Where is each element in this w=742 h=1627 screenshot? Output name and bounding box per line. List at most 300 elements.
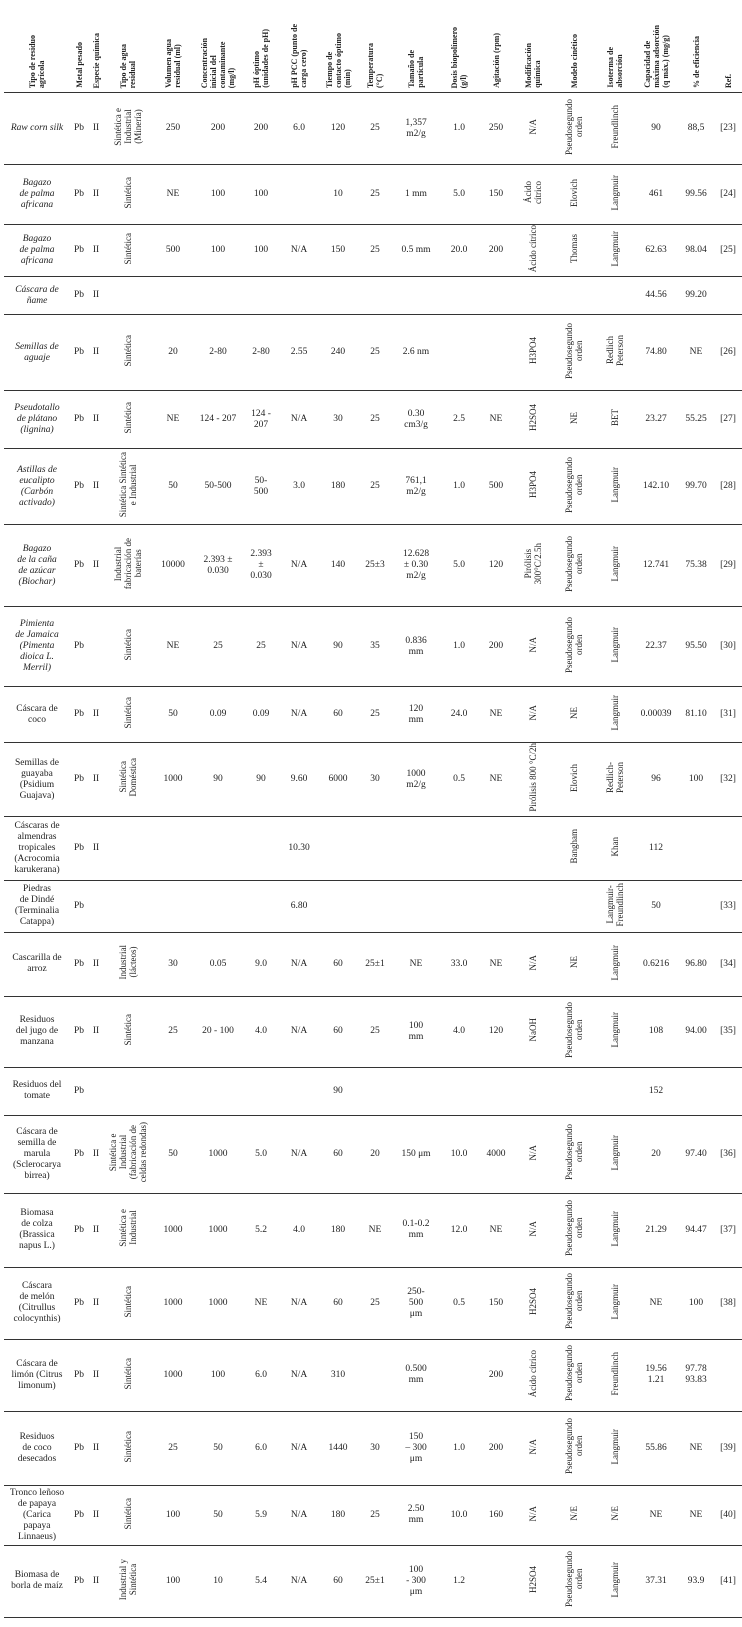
cell-mq (514, 277, 552, 315)
cell-text: Bangham (569, 829, 579, 864)
table-row (4, 391, 742, 449)
cell-ti: 150 (318, 225, 358, 277)
cell-t (104, 391, 152, 449)
cell-te: 25 (358, 93, 392, 165)
cell-ef (678, 1067, 714, 1115)
cell-mc (552, 93, 596, 165)
cell-text: H3PO4 (528, 471, 538, 499)
cell-q: 12.741 (634, 525, 678, 607)
cell-ti: 240 (318, 315, 358, 391)
cell-text: Pseudosegundo orden (564, 616, 584, 673)
cell-mc (552, 165, 596, 225)
cell-c (194, 880, 242, 932)
cell-ref: [30] (714, 607, 742, 687)
table-row (4, 93, 742, 165)
cell-ph: 6.0 (242, 1339, 280, 1411)
cell-a: 120 (478, 996, 514, 1067)
cell-d: 1.2 (440, 1545, 478, 1617)
cell-mq (514, 525, 552, 607)
cell-text: Langmuir (610, 1210, 620, 1247)
cell-q: 461 (634, 165, 678, 225)
cell-pcc: N/A (280, 525, 318, 607)
cell-e: II (88, 1339, 104, 1411)
header-cell: Tipo de agua residual (104, 0, 152, 93)
cell-q: 0.00039 (634, 687, 678, 743)
cell-is (596, 1193, 634, 1267)
cell-ph: 25 (242, 607, 280, 687)
cell-text: Sintética (123, 334, 133, 367)
cell-te: 20 (358, 1115, 392, 1193)
cell-q: 96 (634, 743, 678, 817)
cell-ph (242, 277, 280, 315)
cell-q: 90 (634, 93, 678, 165)
cell-text: NE (569, 706, 579, 719)
cell-pcc (280, 165, 318, 225)
cell-t (104, 880, 152, 932)
cell-ref (714, 1339, 742, 1411)
cell-mq (514, 225, 552, 277)
cell-res: Raw corn silk (4, 93, 70, 165)
cell-text: Langmuir (610, 466, 620, 503)
cell-res: Astillas de eucalipto (Carbón activado) (4, 449, 70, 525)
cell-te: NE (358, 1193, 392, 1267)
cell-text: NE (569, 956, 579, 969)
cell-e: II (88, 1193, 104, 1267)
cell-t (104, 1545, 152, 1617)
cell-ti: 6000 (318, 743, 358, 817)
cell-c: 124 - 207 (194, 391, 242, 449)
cell-text: H2SO4 (528, 1565, 538, 1593)
cell-res: Cáscara de limón (Citrus limonum) (4, 1339, 70, 1411)
cell-ref (714, 816, 742, 880)
cell-c: 100 (194, 1339, 242, 1411)
cell-t (104, 932, 152, 996)
cell-is (596, 880, 634, 932)
cell-text: Langmuir (610, 694, 620, 731)
cell-c: 100 (194, 165, 242, 225)
cell-mq (514, 1193, 552, 1267)
cell-mc (552, 1339, 596, 1411)
cell-v: 1000 (152, 1267, 194, 1339)
cell-ph: 6.0 (242, 1411, 280, 1485)
cell-text: Elovich (569, 763, 579, 792)
cell-te: 25±1 (358, 932, 392, 996)
cell-a (478, 880, 514, 932)
cell-c: 25 (194, 607, 242, 687)
cell-d: 5.0 (440, 165, 478, 225)
cell-c: 50-500 (194, 449, 242, 525)
cell-res: Piedras de Dindé (Terminalia Catappa) (4, 880, 70, 932)
cell-q: 142.10 (634, 449, 678, 525)
cell-ti: 10 (318, 165, 358, 225)
cell-res: Semillas de guayaba (Psidium Guajava) (4, 743, 70, 817)
cell-te: 25 (358, 165, 392, 225)
cell-m: Pb (70, 607, 88, 687)
cell-text: Ácido cítrico (528, 1349, 538, 1397)
cell-ef: NE (678, 1485, 714, 1545)
header-cell: Metal pesado (70, 0, 88, 93)
cell-ti: 60 (318, 932, 358, 996)
cell-d: 1.0 (440, 93, 478, 165)
header-cell: Temperatura (°C) (358, 0, 392, 93)
cell-d: 1.0 (440, 449, 478, 525)
cell-m: Pb (70, 1267, 88, 1339)
cell-res: Residuos del tomate (4, 1067, 70, 1115)
cell-text: BET (610, 409, 620, 427)
cell-ref: [23] (714, 93, 742, 165)
cell-text: Pseudosegundo orden (564, 1124, 584, 1181)
cell-ti: 120 (318, 93, 358, 165)
cell-te: 25 (358, 1485, 392, 1545)
cell-mq (514, 932, 552, 996)
cell-mc (552, 1067, 596, 1115)
cell-ph: 0.09 (242, 687, 280, 743)
table-row (4, 1267, 742, 1339)
cell-m: Pb (70, 996, 88, 1067)
cell-te: 30 (358, 1411, 392, 1485)
cell-v: 1000 (152, 1193, 194, 1267)
cell-e: II (88, 743, 104, 817)
cell-ph: 5.9 (242, 1485, 280, 1545)
cell-is (596, 277, 634, 315)
cell-c: 90 (194, 743, 242, 817)
cell-m: Pb (70, 1115, 88, 1193)
cell-is (596, 225, 634, 277)
table-row (4, 932, 742, 996)
cell-m: Pb (70, 93, 88, 165)
cell-text: Sintética (123, 1285, 133, 1318)
cell-mq (514, 1115, 552, 1193)
cell-e: II (88, 1267, 104, 1339)
cell-ti: 310 (318, 1339, 358, 1411)
cell-ti: 180 (318, 449, 358, 525)
cell-text: Sintética Sintética e Industrial (118, 452, 138, 518)
cell-te: 25 (358, 315, 392, 391)
cell-v: 500 (152, 225, 194, 277)
cell-text: Pseudosegundo orden (564, 1551, 584, 1608)
cell-ph (242, 1067, 280, 1115)
header-cell: Especie química (88, 0, 104, 93)
cell-pcc: 10.30 (280, 816, 318, 880)
cell-ef (678, 816, 714, 880)
cell-is (596, 687, 634, 743)
cell-text: N/A (528, 118, 538, 135)
table-row (4, 607, 742, 687)
header-cell: Dosis biopolímero (g/l) (440, 0, 478, 93)
cell-mq (514, 1545, 552, 1617)
cell-v: 50 (152, 687, 194, 743)
cell-ef: 55.25 (678, 391, 714, 449)
cell-ph: 5.0 (242, 1115, 280, 1193)
header-cell: Isoterma de absorción (596, 0, 634, 93)
table-row (4, 996, 742, 1067)
cell-text: H3PO4 (528, 337, 538, 365)
cell-text: Langmuir (610, 626, 620, 663)
cell-text: Freundlinch (610, 1351, 620, 1396)
cell-mq (514, 165, 552, 225)
cell-pcc (280, 277, 318, 315)
cell-ph (242, 880, 280, 932)
cell-a: 200 (478, 1411, 514, 1485)
cell-ef: 99.56 (678, 165, 714, 225)
cell-mq (514, 391, 552, 449)
cell-a: 150 (478, 1267, 514, 1339)
cell-res: Residuos del jugo de manzana (4, 996, 70, 1067)
cell-ef (678, 880, 714, 932)
cell-m: Pb (70, 277, 88, 315)
cell-ph: 2.393 ± 0.030 (242, 525, 280, 607)
cell-ref: [36] (714, 1115, 742, 1193)
cell-mc (552, 880, 596, 932)
cell-q: 50 (634, 880, 678, 932)
cell-t (104, 315, 152, 391)
cell-text: Sintética (123, 401, 133, 434)
cell-text: N/E (569, 1506, 579, 1521)
cell-text: Industrial (lácteos) (118, 945, 138, 980)
cell-is (596, 743, 634, 817)
cell-q: 112 (634, 816, 678, 880)
cell-is (596, 93, 634, 165)
cell-q: 108 (634, 996, 678, 1067)
cell-ti: 90 (318, 1067, 358, 1115)
cell-mq (514, 743, 552, 817)
header-cell: pH PCC (punto de carga cero) (280, 0, 318, 93)
cell-ta: 150 μm (392, 1115, 440, 1193)
cell-text: H2SO4 (528, 404, 538, 432)
cell-text: Sintética (123, 696, 133, 729)
cell-mq (514, 1411, 552, 1485)
cell-t (104, 1485, 152, 1545)
cell-mc (552, 816, 596, 880)
header-cell: Concentración inicial del contaminante (mg/l) (194, 0, 242, 93)
cell-pcc: N/A (280, 1267, 318, 1339)
cell-text: N/A (528, 1438, 538, 1455)
cell-m: Pb (70, 1339, 88, 1411)
cell-text: Sintética e Industrial (fabricación de celdas redondas) (108, 1122, 148, 1183)
cell-pcc: 4.0 (280, 1193, 318, 1267)
cell-text: Thomas (569, 234, 579, 264)
cell-text: Pseudosegundo orden (564, 456, 584, 513)
cell-text: Sintética (123, 1357, 133, 1390)
cell-m: Pb (70, 225, 88, 277)
header-cell: Modelo cinético (552, 0, 596, 93)
cell-res: Pseudotallo de plátano (lignina) (4, 391, 70, 449)
cell-mc (552, 996, 596, 1067)
cell-text: Langmuir (610, 944, 620, 981)
cell-e: II (88, 932, 104, 996)
cell-ta: 2.6 nm (392, 315, 440, 391)
cell-te (358, 816, 392, 880)
cell-m: Pb (70, 816, 88, 880)
cell-q: 55.86 (634, 1411, 678, 1485)
cell-v: NE (152, 391, 194, 449)
cell-ti: 180 (318, 1485, 358, 1545)
cell-mc (552, 277, 596, 315)
cell-ti: 60 (318, 996, 358, 1067)
header-cell: Volumen agua residual (ml) (152, 0, 194, 93)
cell-e: II (88, 1115, 104, 1193)
cell-ef: 100 (678, 743, 714, 817)
cell-mq (514, 1485, 552, 1545)
cell-e (88, 607, 104, 687)
cell-ta (392, 816, 440, 880)
cell-ref: [25] (714, 225, 742, 277)
header-cell: Tiempo de contacto óptimo (min) (318, 0, 358, 93)
cell-ti (318, 816, 358, 880)
cell-d: 10.0 (440, 1485, 478, 1545)
cell-text: N/A (528, 704, 538, 721)
cell-te (358, 277, 392, 315)
cell-t (104, 816, 152, 880)
cell-t (104, 1411, 152, 1485)
cell-d: 1.0 (440, 607, 478, 687)
cell-pcc: N/A (280, 1411, 318, 1485)
cell-text: Industrial y Sintética (118, 1558, 138, 1600)
cell-t (104, 996, 152, 1067)
cell-mc (552, 1115, 596, 1193)
cell-ef: 96.80 (678, 932, 714, 996)
cell-mc (552, 743, 596, 817)
cell-ta (392, 1067, 440, 1115)
cell-ta: 1,357 m2/g (392, 93, 440, 165)
cell-text: Langmuir- Freundlinch (605, 882, 625, 927)
table-row (4, 525, 742, 607)
cell-pcc: N/A (280, 996, 318, 1067)
cell-ef: 75.38 (678, 525, 714, 607)
cell-text: Ácido cítrico (528, 225, 538, 273)
cell-c: 0.05 (194, 932, 242, 996)
cell-res: Biomasa de colza (Brassica napus L.) (4, 1193, 70, 1267)
cell-ph: 90 (242, 743, 280, 817)
header-cell: Tamaño de partícula (392, 0, 440, 93)
cell-t (104, 1193, 152, 1267)
cell-ef: 98.04 (678, 225, 714, 277)
cell-a (478, 315, 514, 391)
cell-mq (514, 996, 552, 1067)
cell-q: 37.31 (634, 1545, 678, 1617)
cell-mq (514, 1339, 552, 1411)
cell-is (596, 996, 634, 1067)
cell-text: Langmuir (610, 1012, 620, 1048)
cell-t (104, 687, 152, 743)
cell-text: N/A (528, 1220, 538, 1237)
table-row (4, 1193, 742, 1267)
cell-pcc: N/A (280, 607, 318, 687)
cell-ta: 0.836 mm (392, 607, 440, 687)
cell-a: NE (478, 687, 514, 743)
cell-is (596, 449, 634, 525)
cell-mc (552, 1411, 596, 1485)
cell-text: Pseudosegundo orden (564, 1418, 584, 1475)
cell-q: 0.6216 (634, 932, 678, 996)
table-row (4, 225, 742, 277)
cell-res: Tronco leñoso de papaya (Carica papaya Linnaeus) (4, 1485, 70, 1545)
cell-a: 200 (478, 225, 514, 277)
cell-ef: 81.10 (678, 687, 714, 743)
cell-ph: 2-80 (242, 315, 280, 391)
cell-ta: 2.50 mm (392, 1485, 440, 1545)
cell-mc (552, 225, 596, 277)
cell-d (440, 1339, 478, 1411)
cell-e: II (88, 277, 104, 315)
cell-v: 100 (152, 1545, 194, 1617)
cell-ref: [35] (714, 996, 742, 1067)
header-cell: pH óptimo (unidades de pH) (242, 0, 280, 93)
cell-a: 200 (478, 1339, 514, 1411)
cell-text: Pseudosegundo orden (564, 535, 584, 592)
cell-ef: 94.00 (678, 996, 714, 1067)
cell-ref: [27] (714, 391, 742, 449)
cell-v: NE (152, 607, 194, 687)
cell-ef: NE (678, 1411, 714, 1485)
cell-ph: 5.4 (242, 1545, 280, 1617)
cell-mq (514, 1267, 552, 1339)
cell-ta: 250- 500 μm (392, 1267, 440, 1339)
cell-d: 20.0 (440, 225, 478, 277)
cell-text: Sintética Doméstica (118, 758, 138, 797)
cell-a: 150 (478, 165, 514, 225)
cell-t (104, 1067, 152, 1115)
cell-t (104, 1267, 152, 1339)
cell-text: Langmuir (610, 230, 620, 267)
cell-e: II (88, 687, 104, 743)
cell-ta: 0.5 mm (392, 225, 440, 277)
cell-pcc: N/A (280, 1545, 318, 1617)
cell-ref: [33] (714, 880, 742, 932)
cell-res: Bagazo de la caña de azúcar (Biochar) (4, 525, 70, 607)
cell-e (88, 1067, 104, 1115)
cell-m: Pb (70, 449, 88, 525)
header-row (4, 0, 742, 93)
cell-e: II (88, 93, 104, 165)
header-cell: Agitación (rpm) (478, 0, 514, 93)
cell-text: Sintética (123, 232, 133, 265)
cell-text: N/A (528, 1505, 538, 1522)
cell-a: 4000 (478, 1115, 514, 1193)
cell-v: 1000 (152, 743, 194, 817)
cell-v (152, 816, 194, 880)
cell-text: Sintética (123, 1430, 133, 1463)
table-row (4, 277, 742, 315)
cell-ti: 60 (318, 687, 358, 743)
cell-m: Pb (70, 743, 88, 817)
cell-q: 21.29 (634, 1193, 678, 1267)
cell-pcc: N/A (280, 391, 318, 449)
cell-e: II (88, 1545, 104, 1617)
cell-ta: 12.628 ± 0.30 m2/g (392, 525, 440, 607)
cell-m: Pb (70, 687, 88, 743)
cell-te (358, 1339, 392, 1411)
cell-pcc: N/A (280, 225, 318, 277)
cell-is (596, 816, 634, 880)
cell-text: Langmuir (610, 174, 620, 211)
table-row (4, 165, 742, 225)
cell-is (596, 932, 634, 996)
cell-text: Langmuir (610, 545, 620, 582)
cell-res: Cáscaras de almendras tropicales (Acrocomia karukerana) (4, 816, 70, 880)
cell-te: 25±3 (358, 525, 392, 607)
cell-ti: 90 (318, 607, 358, 687)
cell-d: 10.0 (440, 1115, 478, 1193)
table-row (4, 1339, 742, 1411)
cell-ref: [31] (714, 687, 742, 743)
cell-pcc: N/A (280, 932, 318, 996)
cell-e: II (88, 449, 104, 525)
cell-ta: 120 mm (392, 687, 440, 743)
cell-text: NaOH (528, 1018, 538, 1042)
cell-t (104, 449, 152, 525)
cell-ph: 5.2 (242, 1193, 280, 1267)
